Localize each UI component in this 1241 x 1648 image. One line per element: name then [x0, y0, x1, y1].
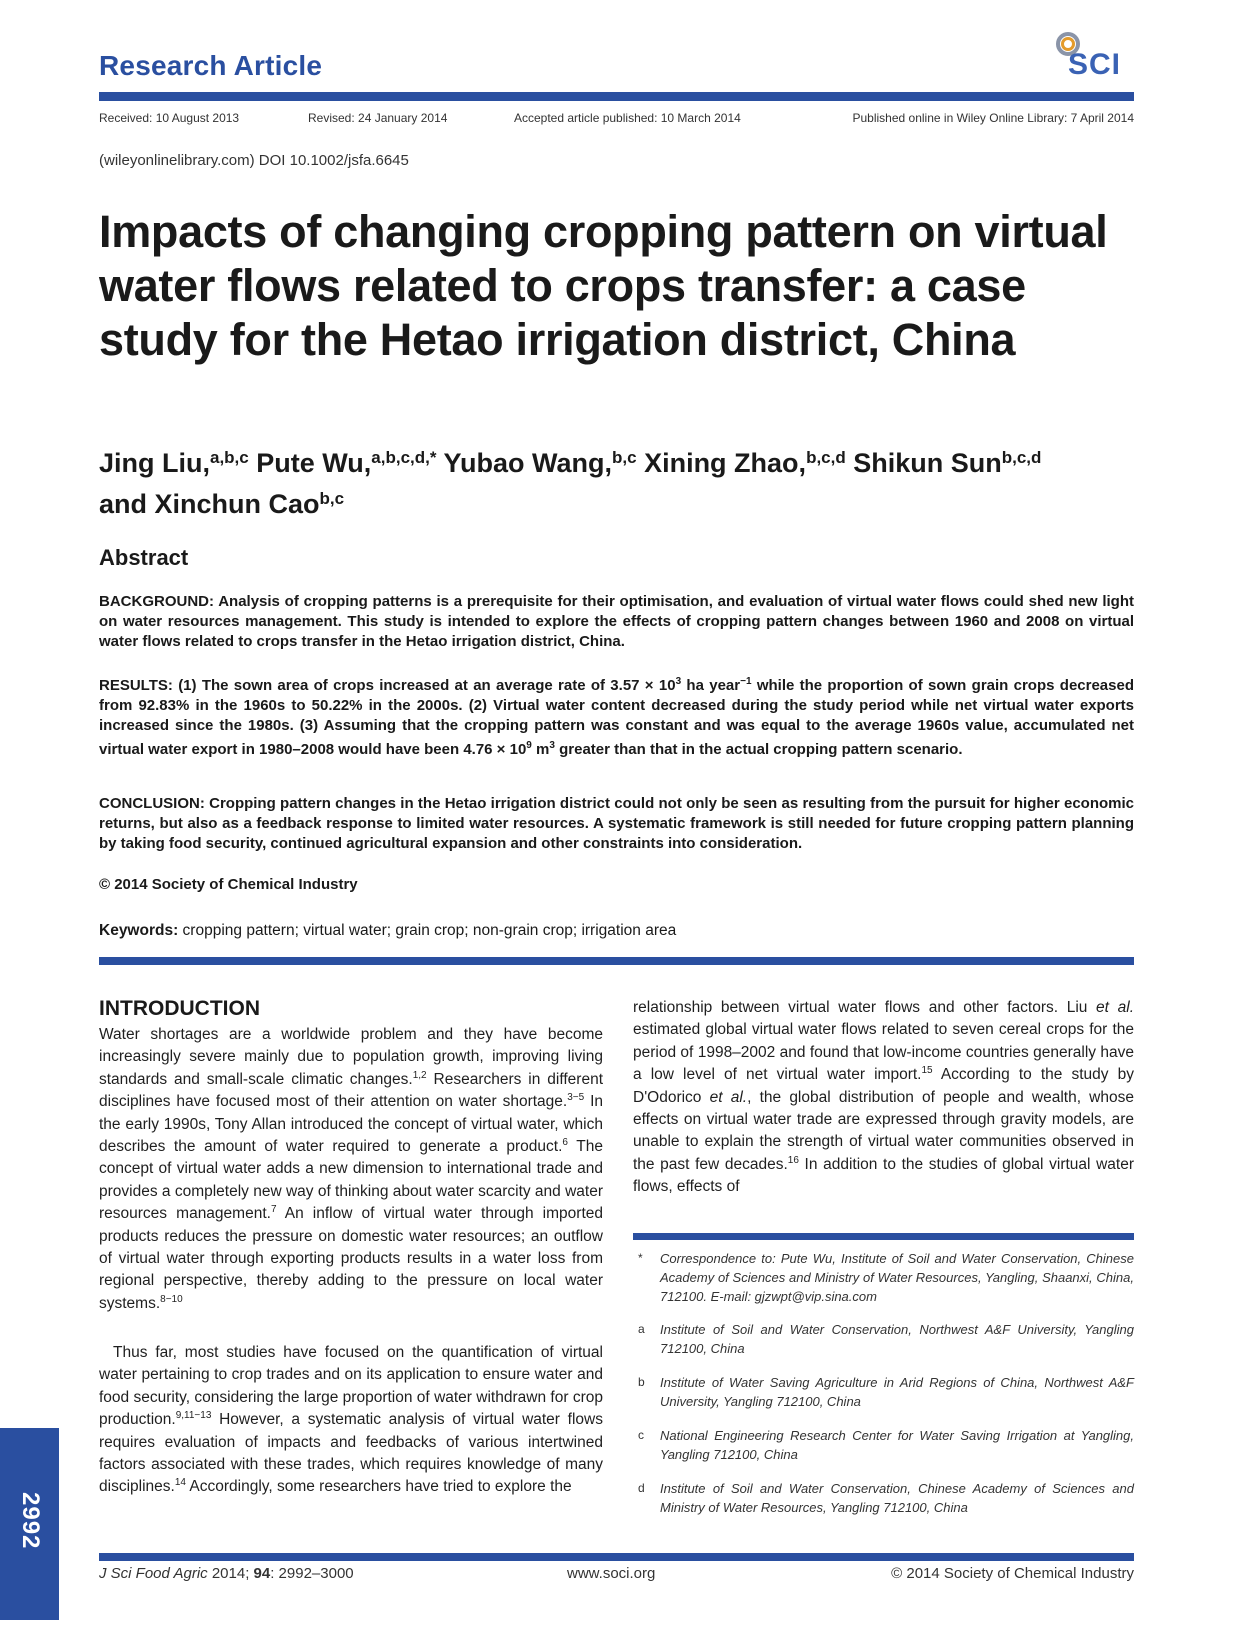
author-affiliation: b,c: [611, 448, 637, 467]
author-affiliation: b,c,d: [806, 448, 846, 467]
abstract-results: RESULTS: (1) The sown area of crops increased at an average rate of $3.57 \times 10^3$ ha year$^{-1}$ while the proportion of sown grain crops decreased from 92.83% in the 1960s to 50.22% in the 2000s. (2) Virtual water content decreased during the study period while net virtual water exports increased since the 1980s. (3) Assuming that the cropping pattern was constant and was equal to the average 1960s value, accumulated net virtual water export in 1980–2008 would have been $4.76 \times 10^9$ $m^3$ greater than that in the actual cropping pattern scenario.: [99, 676, 1134, 758]
footnote-affiliation-d: d Institute of Soil and Water Conservation, Chinese Academy of Sciences and Ministry of Water Resources, Yangling 712100, China: [638, 1481, 1134, 1515]
paper-title: Impacts of changing cropping pattern on virtual water flows related to crops transfer: a case study for the Hetao irrigation district, China: [99, 206, 1108, 365]
page-number-tab: [0, 1428, 59, 1620]
article-type-label: Research Article: [99, 50, 323, 81]
section-rule: [99, 957, 1134, 965]
author-name: Pute Wu,: [256, 448, 372, 478]
author-list: [99, 440, 1139, 522]
author-name: Shikun Sun: [853, 448, 1002, 478]
author-affiliation: a,b,c,d,*: [371, 448, 437, 467]
header-rule: [99, 92, 1134, 101]
abstract-conclusion: CONCLUSION: Cropping pattern changes in the Hetao irrigation district could not only be seen as resulting from the pursuit for higher economic returns, but also as a feedback response to limited water resources. A systematic framework is still needed for future cropping pattern planning by taking food security, continued agricultural expansion and other constraints into consideration.: [99, 795, 1134, 852]
introduction-heading: INTRODUCTION: [99, 997, 260, 1020]
accepted-date: Accepted article published: 10 March 2014: [514, 111, 741, 125]
author-name: and Xinchun Cao: [99, 489, 320, 519]
revised-date: Revised: 24 January 2014: [308, 111, 448, 125]
footer-citation: J Sci Food Agric 2014; 94: 2992–3000: [99, 1565, 354, 1582]
author-affiliation: a,b,c: [210, 448, 249, 467]
abstract-copyright: © 2014 Society of Chemical Industry: [99, 876, 358, 893]
author-affiliation: b,c: [319, 489, 345, 508]
published-date: Published online in Wiley Online Library: 7 April 2014: [852, 111, 1134, 125]
intro-paragraph-3: relationship between virtual water flows and other factors. Liu et al. estimated global virtual water flows related to seven cereal crops for the period of 1998–2002 and found that low-income countries generally have a low level of net virtual water import.$^{15}$ According to the study by D'Odorico et al., the global distribution of people and wealth, whose effects on virtual water trade are expressed through gravity models, are unable to explain the strength of virtual water communities observed in the past few decades.$^{16}$ In addition to the studies of global virtual water flows, effects of: [633, 999, 1135, 1196]
intro-paragraph-1: Water shortages are a worldwide problem and they have become increasingly severe mainly due to population growth, improving living standards and small-scale climatic changes.$^{1,2}$ Researchers in different disciplines have focused most of their attention on water shortage.$^{3-5}$ In the early 1990s, Tony Allan introduced the concept of virtual water, which describes the amount of water required to generate a product.$^6$ The concept of virtual water adds a new dimension to international trade and provides a completely new way of thinking about water scarcity and water resources management.$^7$ An inflow of virtual water through imported products reduces the pressure on domestic water resources; an outflow of virtual water through exporting products results in a water loss from regional perspective, thereby adding to the pressure on local water systems.$^{8-10}$: [99, 1026, 603, 1312]
footnote-affiliation-c: c National Engineering Research Center for Water Saving Irrigation at Yangling, Yangling 712100, China: [638, 1428, 1134, 1462]
intro-paragraph-2: Thus far, most studies have focused on the quantification of virtual water pertaining to crop trades and on its application to ensure water and food security, considering the large proportion of water withdrawn for crop production.$^{9,11-13}$ However, a systematic analysis of virtual water flows requires evaluation of impacts and feedbacks of various intertwined factors associated with these trades, which requires knowledge of many disciplines.$^{14}$ Accordingly, some researchers have tried to explore the: [99, 1344, 603, 1496]
footnote-rule: [633, 1233, 1134, 1240]
footnote-correspondence: * Correspondence to: Pute Wu, Institute of Soil and Water Conservation, Chinese Academy of Sciences and Ministry of Water Resources, Yangling, Shaanxi, China, 712100. E-mail: gjzwpt@vip.sina.com: [638, 1251, 1134, 1304]
keywords: [99, 922, 676, 940]
footer-copyright: © 2014 Society of Chemical Industry: [891, 1565, 1134, 1582]
footnote-affiliation-b: b Institute of Water Saving Agriculture in Arid Regions of China, Northwest A&F University, Yangling 712100, China: [638, 1375, 1134, 1409]
doi-line: (wileyonlinelibrary.com) DOI 10.1002/jsfa.6645: [99, 152, 409, 169]
keywords-label: Keywords:: [99, 922, 179, 939]
footer-url[interactable]: www.soci.org: [567, 1565, 656, 1582]
footnote-affiliation-a: a Institute of Soil and Water Conservation, Northwest A&F University, Yangling 712100, China: [638, 1322, 1134, 1356]
sci-logo: [1050, 28, 1140, 83]
logo-text: SCI: [1068, 48, 1122, 81]
footer-rule: [99, 1553, 1134, 1561]
author-affiliation: b,c,d: [1001, 448, 1042, 467]
abstract-background: BACKGROUND: Analysis of cropping patterns is a prerequisite for their optimisation, and evaluation of virtual water flows could shed new light on water resources management. This study is intended to explore the effects of cropping pattern changes between 1960 and 2008 on virtual water flows related to crops transfer in the Hetao irrigation district, China.: [99, 593, 1134, 650]
author-name: Xining Zhao,: [644, 448, 807, 478]
page-number: 2992: [17, 1492, 44, 1550]
author-name: Jing Liu,: [99, 448, 210, 478]
author-name: Yubao Wang,: [443, 448, 612, 478]
abstract-heading: Abstract: [99, 545, 189, 570]
keywords-text: cropping pattern; virtual water; grain crop; non-grain crop; irrigation area: [178, 922, 677, 939]
received-date: Received: 10 August 2013: [99, 111, 240, 125]
